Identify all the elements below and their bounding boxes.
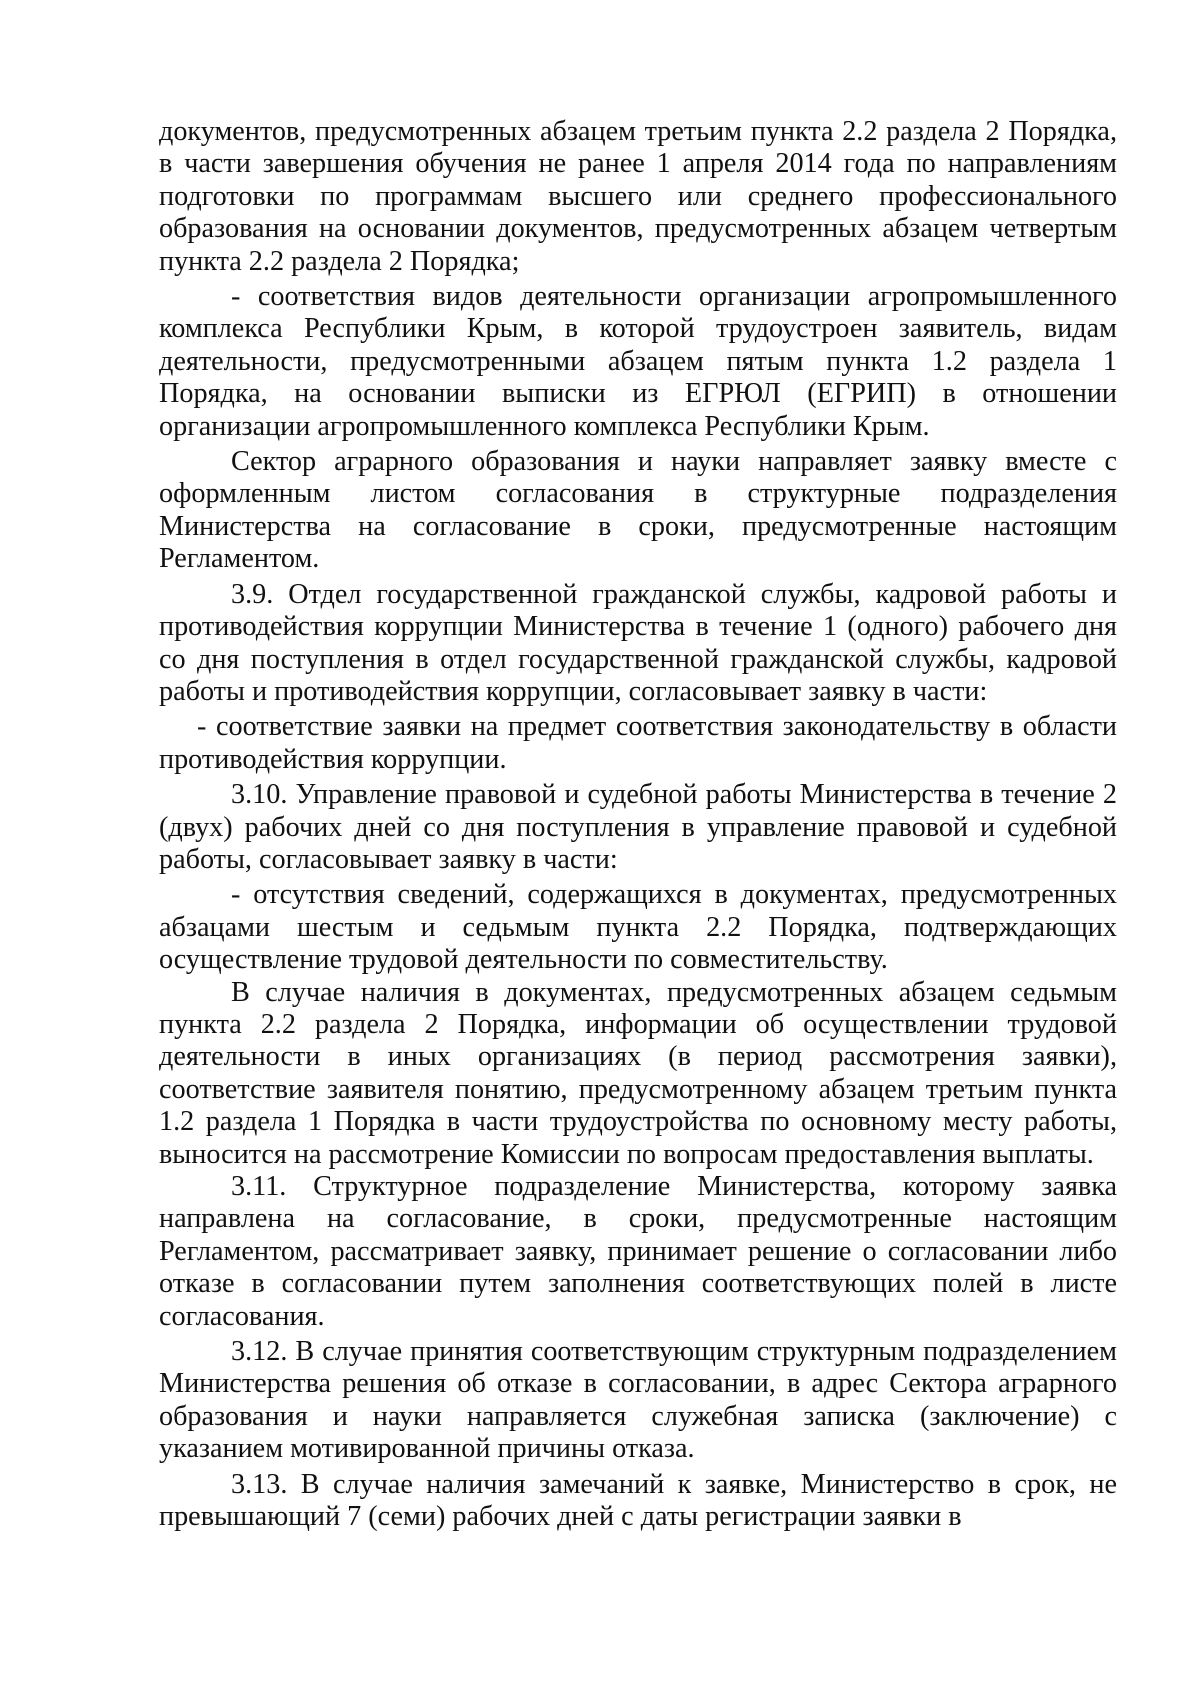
paragraph-anticorruption-compliance: - соответствие заявки на предмет соответствия законодательству в области противодействия коррупции. xyxy=(159,711,1117,775)
paragraph-3-12: 3.12. В случае принятия соответствующим структурным подразделением Министерства решения об отказе в согласовании, в адрес Сектора аграрного образования и науки направляется служебная записка (заключение) с указанием мотивированной причины отказа. xyxy=(159,1336,1117,1465)
paragraph-3-9: 3.9. Отдел государственной гражданской службы, кадровой работы и противодействия коррупции Министерства в течение 1 (одного) рабочего дня со дня поступления в отдел государственной гражданской службы, кадровой работы и противодействия коррупции, согласовывает заявку в части: xyxy=(159,578,1117,707)
paragraph-3-10: 3.10. Управление правовой и судебной работы Министерства в течение 2 (двух) рабочих дней со дня поступления в управление правовой и судебной работы, согласовывает заявку в части: xyxy=(159,779,1117,875)
paragraph-activity-compliance: - соответствия видов деятельности организации агропромышленного комплекса Республики Крым, в которой трудоустроен заявитель, видам деятельности, предусмотренными абзацем пятым пункта 1.2 раздела 1 Порядка, на основании выписки из ЕГРЮЛ (ЕГРИП) в отношении организации агропромышленного комплекса Республики Крым. xyxy=(159,281,1117,442)
paragraph-continuation: документов, предусмотренных абзацем третьим пункта 2.2 раздела 2 Порядка, в части завершения обучения не ранее 1 апреля 2014 года по направлениям подготовки по программам высшего или среднего профессионального образования на основании документов, предусмотренных абзацем четвертым пункта 2.2 раздела 2 Порядка; xyxy=(159,116,1117,277)
paragraph-3-11: 3.11. Структурное подразделение Министерства, которому заявка направлена на согласование, в сроки, предусмотренные настоящим Регламентом, рассматривает заявку, принимает решение о согласовании либо отказе в согласовании путем заполнения соответствующих полей в листе согласования. xyxy=(159,1171,1117,1332)
document-body xyxy=(159,116,1117,1533)
paragraph-no-part-time-info: - отсутствия сведений, содержащихся в документах, предусмотренных абзацами шестым и седьмым пункта 2.2 Порядка, подтверждающих осуществление трудовой деятельности по совместительству. xyxy=(159,879,1117,976)
paragraph-3-13: 3.13. В случае наличия замечаний к заявке, Министерство в срок, не превышающий 7 (семи) рабочих дней с даты регистрации заявки в xyxy=(159,1468,1117,1533)
paragraph-sector-sends-application: Сектор аграрного образования и науки направляет заявку вместе с оформленным листом согласования в структурные подразделения Министерства на согласование в сроки, предусмотренные настоящим Регламентом. xyxy=(159,446,1117,575)
paragraph-other-employment-case: В случае наличия в документах, предусмотренных абзацем седьмым пункта 2.2 раздела 2 Порядка, информации об осуществлении трудовой деятельности в иных организациях (в период рассмотрения заявки), соответствие заявителя понятию, предусмотренному абзацем третьим пункта 1.2 раздела 1 Порядка в части трудоустройства по основному месту работы, выносится на рассмотрение Комиссии по вопросам предоставления выплаты. xyxy=(159,976,1117,1170)
